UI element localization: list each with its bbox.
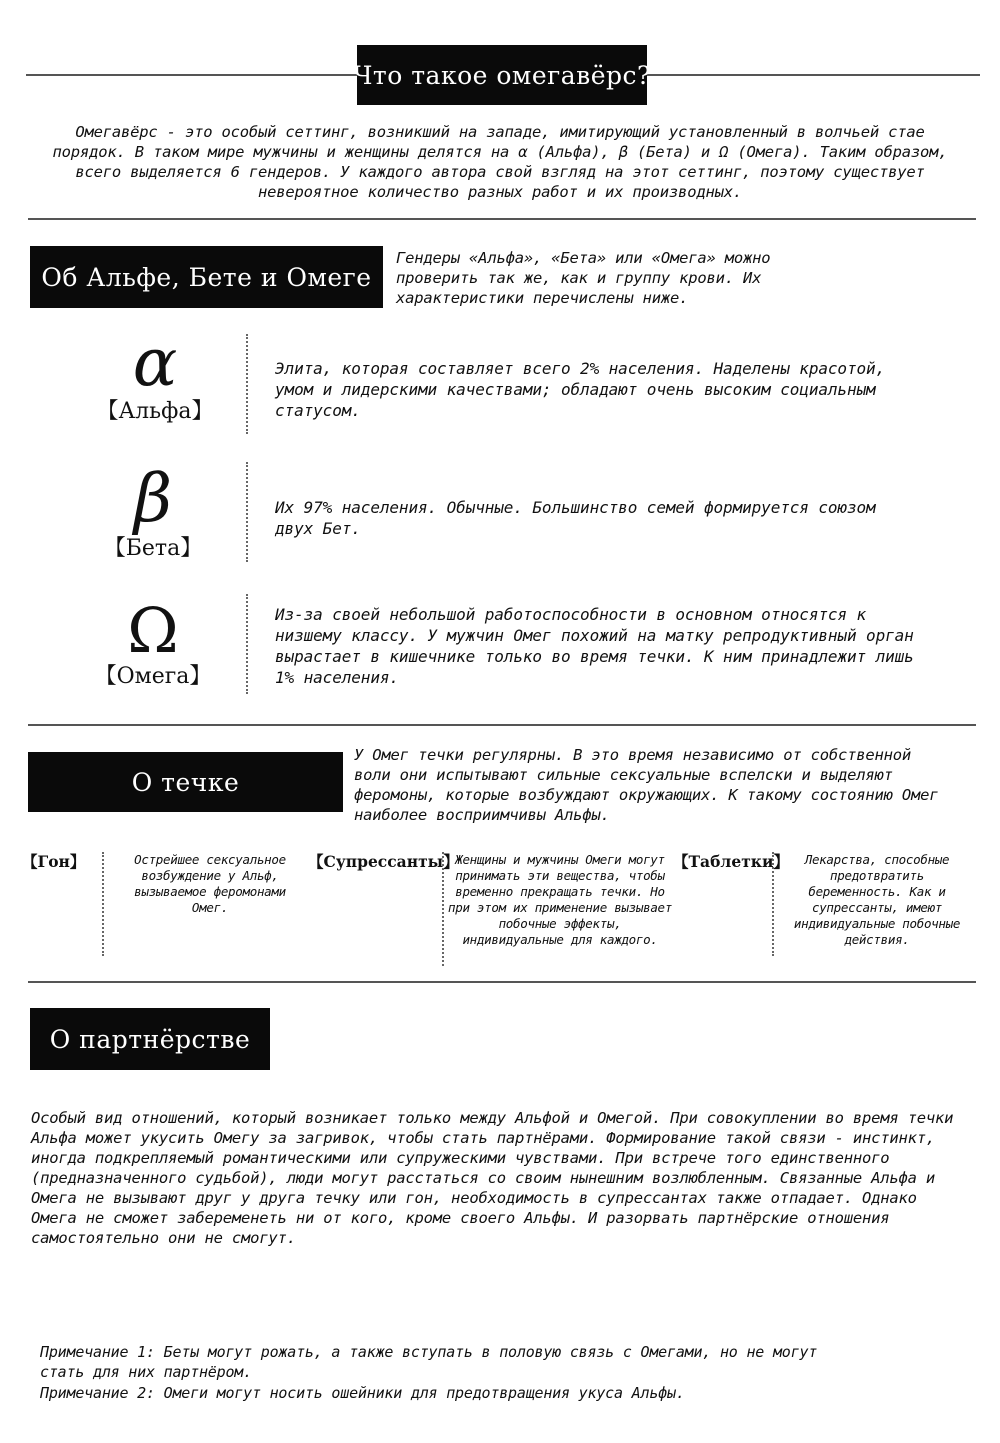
- heat-intro: У Омег течки регулярны. В это время независимо от собственной воли они испытывают сильные сексуальные вспелски и выделяют феромоны, которые возбуждают окружающих. К такому состоянию Омег наиболее восприимчивы Альфы.: [354, 746, 939, 824]
- omega-label: 【Омега】: [94, 664, 212, 689]
- divider-2: [28, 724, 976, 726]
- suppressants-tag: 【Супрессанты】: [308, 852, 459, 871]
- partnership-text: Особый вид отношений, который возникает только между Альфой и Омегой. При совокуплении во время течки Альфа может укусить Омегу за загривок, чтобы стать партнёрами. Формирование такой связи - инстинкт, иногда подкрепляемый романтическими или супружескими чувствами. При встрече того единственного (предназначенного судьбой), люди могут расстаться со своим нынешним возлюбленным. Связанные Альфа и Омега не вызывают друг у друга течку или гон, необходимость в супрессантах также отпадает. Однако Омега не сможет забеременеть ни от кого, кроме своего Альфы. И разорвать партнёрские отношения самостоятельно они не смогут.: [31, 1109, 954, 1247]
- genders-intro: Гендеры «Альфа», «Бета» или «Омега» можно проверить так же, как и группу крови. Их характеристики перечислены ниже.: [396, 249, 771, 307]
- rut-separator: [102, 852, 104, 956]
- section-title-what-is: Что такое омегавёрс?: [357, 45, 647, 105]
- suppressants-description: Женщины и мужчины Омеги могут принимать эти вещества, чтобы временно прекращать течки. Но при этом их применение вызывает побочные эффекты, индивидуальные для каждого.: [448, 852, 672, 947]
- alpha-label: 【Альфа】: [96, 399, 214, 424]
- alpha-description: Элита, которая составляет всего 2% населения. Наделены красотой, умом и лидерскими качествами; обладают очень высоким социальным статусом.: [275, 359, 886, 420]
- section-title-genders: Об Альфе, Бете и Омеге: [30, 246, 383, 308]
- beta-symbol-icon: β: [133, 460, 173, 537]
- pills-separator: [772, 852, 774, 956]
- beta-label: 【Бета】: [103, 536, 203, 561]
- what-is-text: Омегавёрс - это особый сеттинг, возникший на западе, имитирующий установленный в волчьей стае порядок. В таком мире мужчины и женщины делятся на α (Альфа), β (Бета) и Ω (Омега). Таким образом, всего выделяется 6 гендеров. У каждого автора свой взгляд на этот сеттинг, поэтому существует невероятное количество разных работ и их производных.: [52, 123, 948, 201]
- divider-1: [28, 218, 976, 220]
- suppressants-separator: [442, 852, 444, 966]
- note-2: Примечание 2: Омеги могут носить ошейники для предотвращения укуса Альфы.: [40, 1384, 685, 1402]
- beta-description: Их 97% населения. Обычные. Большинство семей формируется союзом двух Бет.: [275, 498, 876, 538]
- alpha-separator: [246, 334, 248, 434]
- omega-symbol-icon: Ω: [127, 594, 179, 667]
- omega-description: Из-за своей небольшой работоспособности в основном относятся к низшему классу. У мужчин Омег похожий на матку репродуктивный орган вырастает в кишечнике только во время течки. К ним принадлежит лишь 1% населения.: [275, 605, 914, 687]
- pills-tag: 【Таблетки】: [673, 852, 790, 871]
- divider-3: [28, 981, 976, 983]
- rut-tag: 【Гон】: [22, 852, 86, 871]
- beta-separator: [246, 462, 248, 562]
- alpha-symbol-icon: α: [132, 324, 178, 401]
- omega-separator: [246, 594, 248, 694]
- section-title-partnership: О партнёрстве: [30, 1008, 270, 1070]
- rut-description: Острейшее сексуальное возбуждение у Альф, вызываемое феромонами Омег.: [134, 852, 286, 915]
- section-title-heat: О течке: [28, 752, 343, 812]
- pills-description: Лекарства, способные предотвратить беременность. Как и супрессанты, имеют индивидуальные побочные действия.: [793, 852, 961, 947]
- note-1: Примечание 1: Беты могут рожать, а также вступать в половую связь с Омегами, но не могут стать для них партнёром.: [40, 1343, 818, 1381]
